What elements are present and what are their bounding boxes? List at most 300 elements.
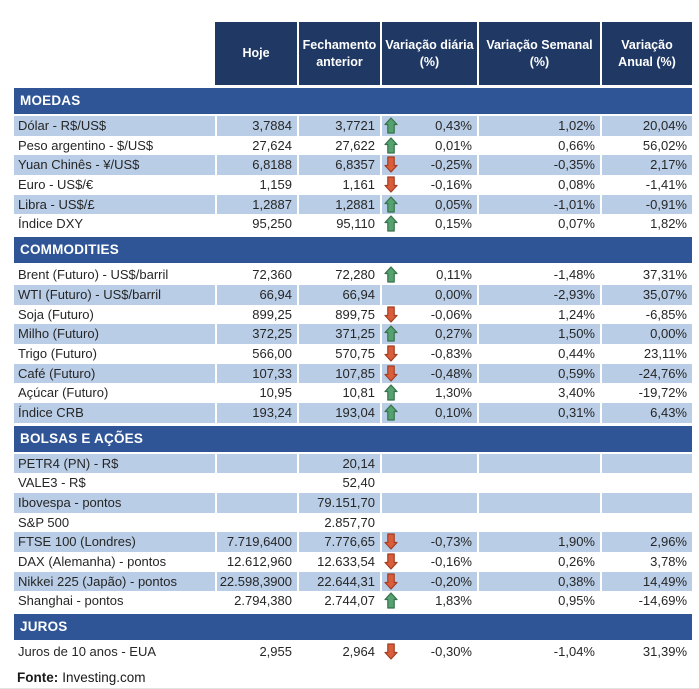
cell-value: 1,50% — [558, 326, 595, 342]
row-label: PETR4 (PN) - R$ — [18, 455, 119, 471]
cell-value: 3,78% — [650, 554, 687, 570]
cell-label — [14, 195, 215, 215]
cell-value: 22.644,31 — [317, 573, 375, 589]
cell-value: 2.794,380 — [234, 593, 292, 609]
cell-value: 95,110 — [336, 216, 375, 232]
cell-fechamento — [297, 214, 380, 234]
cell-value: 0,59% — [558, 365, 595, 381]
cell-value: 3,7721 — [335, 118, 375, 133]
cell-value: -19,72% — [638, 385, 687, 401]
cell-value: 20,14 — [342, 455, 375, 471]
cell-fechamento — [297, 493, 380, 513]
cell-value: 1,24% — [558, 306, 595, 322]
cell-diaria — [380, 642, 477, 662]
cell-hoje — [215, 473, 297, 493]
section-header — [14, 237, 692, 263]
cell-hoje — [215, 572, 297, 592]
cell-fechamento — [297, 175, 380, 195]
table-row — [14, 513, 692, 533]
cell-anual — [600, 572, 692, 592]
cell-value: 72,360 — [252, 267, 292, 283]
cell-fechamento — [297, 473, 380, 493]
source-label: Fonte: — [17, 669, 59, 685]
table-row — [14, 572, 692, 592]
source-value: Investing.com — [62, 669, 146, 685]
cell-label — [14, 305, 215, 325]
row-label: Juros de 10 anos - EUA — [18, 644, 157, 660]
cell-semanal — [477, 552, 600, 572]
up-arrow-icon — [384, 404, 398, 421]
cell-value: -0,16% — [430, 554, 472, 570]
table-row — [14, 195, 692, 215]
row-label: DAX (Alemanha) - pontos — [18, 554, 167, 570]
cell-hoje — [215, 513, 297, 533]
cell-label — [14, 383, 215, 403]
cell-semanal — [477, 572, 600, 592]
cell-semanal — [477, 305, 600, 325]
cell-value: -0,06% — [430, 306, 472, 322]
cell-semanal — [477, 175, 600, 195]
cell-fechamento — [297, 364, 380, 384]
cell-hoje — [215, 116, 297, 136]
cell-value: 566,00 — [252, 345, 292, 361]
up-arrow-icon — [384, 137, 398, 154]
cell-value: 1,90% — [558, 534, 595, 550]
cell-hoje — [215, 175, 297, 195]
cell-semanal — [477, 642, 600, 662]
cell-value: 0,44% — [558, 345, 595, 361]
row-label: Índice CRB — [18, 404, 84, 420]
cell-label — [14, 344, 215, 364]
table-body — [14, 88, 692, 662]
cell-semanal — [477, 454, 600, 474]
cell-hoje — [215, 285, 297, 305]
cell-semanal — [477, 195, 600, 215]
column-header-line: Anual (%) — [618, 54, 676, 69]
cell-value: 107,33 — [252, 365, 292, 381]
cell-diaria — [380, 383, 477, 403]
cell-diaria — [380, 473, 477, 493]
column-header-line: (%) — [419, 54, 440, 69]
cell-hoje — [215, 344, 297, 364]
down-arrow-icon — [384, 176, 398, 193]
cell-value: 10,95 — [259, 385, 292, 401]
cell-diaria — [380, 552, 477, 572]
cell-value: 0,00% — [435, 286, 472, 302]
cell-diaria — [380, 285, 477, 305]
cell-hoje — [215, 493, 297, 513]
cell-value: 0,05% — [435, 196, 472, 212]
row-label: WTI (Futuro) - US$/barril — [18, 286, 162, 302]
table-row — [14, 285, 692, 305]
cell-value: 14,49% — [642, 573, 687, 589]
table-row — [14, 344, 692, 364]
cell-value: 31,39% — [642, 644, 687, 660]
cell-fechamento — [297, 454, 380, 474]
cell-value: -2,93% — [553, 286, 595, 302]
row-label: Libra - US$/£ — [18, 196, 95, 212]
table-row — [14, 642, 692, 662]
cell-diaria — [380, 493, 477, 513]
up-arrow-icon — [384, 117, 398, 134]
section-header — [14, 614, 692, 640]
cell-hoje — [215, 532, 297, 552]
cell-anual — [600, 383, 692, 403]
section-title: COMMODITIES — [20, 242, 119, 258]
cell-fechamento — [297, 552, 380, 572]
cell-value: -6,85% — [645, 306, 687, 322]
cell-anual — [600, 214, 692, 234]
cell-label — [14, 473, 215, 493]
cell-diaria — [380, 532, 477, 552]
column-header-line: anterior — [316, 54, 363, 69]
cell-value: 2,955 — [259, 644, 292, 660]
section-title: MOEDAS — [20, 93, 81, 108]
cell-hoje — [215, 324, 297, 344]
cell-anual — [600, 403, 692, 423]
cell-diaria — [380, 195, 477, 215]
cell-diaria — [380, 513, 477, 533]
cell-anual — [600, 642, 692, 662]
table-row — [14, 383, 692, 403]
cell-hoje — [215, 454, 297, 474]
row-label: Peso argentino - $/US$ — [18, 137, 154, 153]
cell-value: -1,04% — [553, 644, 595, 660]
row-label: Euro - US$/€ — [18, 177, 94, 193]
cell-value: 0,26% — [558, 554, 595, 570]
cell-diaria — [380, 116, 477, 136]
cell-anual — [600, 454, 692, 474]
cell-diaria — [380, 305, 477, 325]
cell-value: 107,85 — [335, 365, 375, 381]
cell-diaria — [380, 403, 477, 423]
cell-value: -0,20% — [430, 573, 472, 589]
cell-value: 2.857,70 — [324, 514, 375, 530]
cell-value: 1,161 — [342, 177, 375, 193]
cell-diaria — [380, 591, 477, 611]
cell-value: 1,30% — [435, 385, 472, 401]
cell-hoje — [215, 136, 297, 156]
column-headers — [14, 22, 692, 85]
cell-diaria — [380, 572, 477, 592]
cell-semanal — [477, 493, 600, 513]
column-header-2 — [380, 22, 477, 85]
cell-value: 3,40% — [558, 385, 595, 401]
cell-label — [14, 285, 215, 305]
table-row — [14, 532, 692, 552]
cell-label — [14, 552, 215, 572]
table-row — [14, 175, 692, 195]
cell-semanal — [477, 116, 600, 136]
cell-value: 371,25 — [335, 326, 375, 342]
cell-label — [14, 403, 215, 423]
cell-value: 27,624 — [252, 137, 292, 153]
cell-fechamento — [297, 532, 380, 552]
cell-value: 193,04 — [335, 404, 375, 420]
cell-semanal — [477, 324, 600, 344]
cell-value: 6,8188 — [252, 157, 292, 173]
table-row — [14, 552, 692, 572]
cell-hoje — [215, 591, 297, 611]
column-header-line: Variação diária — [385, 37, 474, 52]
cell-value: 72,280 — [335, 267, 375, 283]
cell-value: 0,95% — [558, 593, 595, 609]
cell-semanal — [477, 383, 600, 403]
column-header-1 — [297, 22, 380, 85]
table-row — [14, 454, 692, 474]
cell-label — [14, 591, 215, 611]
cell-value: 52,40 — [342, 475, 375, 491]
cell-hoje — [215, 383, 297, 403]
cell-semanal — [477, 364, 600, 384]
cell-semanal — [477, 344, 600, 364]
cell-hoje — [215, 642, 297, 662]
cell-value: 1,02% — [558, 118, 595, 133]
row-label: Trigo (Futuro) — [18, 345, 97, 361]
cell-value: 2,96% — [650, 534, 687, 550]
cell-fechamento — [297, 195, 380, 215]
row-label: Yuan Chinês - ¥/US$ — [18, 157, 140, 173]
cell-label — [14, 642, 215, 662]
cell-value: 0,38% — [558, 573, 595, 589]
cell-value: 0,10% — [435, 404, 472, 420]
cell-value: 12.612,960 — [226, 554, 292, 570]
up-arrow-icon — [384, 325, 398, 342]
cell-value: 79.151,70 — [317, 495, 375, 510]
cell-value: 372,25 — [252, 326, 292, 342]
cell-value: 7.719,6400 — [226, 534, 292, 550]
up-arrow-icon — [384, 266, 398, 283]
row-label: FTSE 100 (Londres) — [18, 534, 136, 550]
cell-value: 95,250 — [252, 216, 292, 232]
cell-anual — [600, 136, 692, 156]
table-row — [14, 403, 692, 423]
cell-anual — [600, 175, 692, 195]
cell-anual — [600, 265, 692, 285]
row-label: S&P 500 — [18, 514, 70, 530]
cell-value: 66,94 — [259, 286, 292, 302]
cell-fechamento — [297, 591, 380, 611]
cell-value: -0,83% — [430, 345, 472, 361]
cell-value: 570,75 — [335, 345, 375, 361]
cell-value: 3,7884 — [252, 118, 292, 133]
cell-semanal — [477, 473, 600, 493]
cell-value: 0,07% — [558, 216, 595, 232]
up-arrow-icon — [384, 196, 398, 213]
cell-value: 20,04% — [642, 118, 687, 133]
cell-label — [14, 513, 215, 533]
cell-value: 1,159 — [259, 177, 292, 193]
section-header — [14, 426, 692, 452]
cell-value: 0,01% — [435, 137, 472, 153]
cell-value: 2,964 — [342, 644, 375, 660]
cell-value: -0,30% — [430, 644, 472, 660]
cell-anual — [600, 116, 692, 136]
cell-diaria — [380, 324, 477, 344]
cell-diaria — [380, 364, 477, 384]
cell-value: 0,15% — [435, 216, 472, 232]
cell-fechamento — [297, 572, 380, 592]
cell-value: -0,35% — [553, 157, 595, 173]
row-label: Dólar - R$/US$ — [18, 118, 107, 133]
down-arrow-icon — [384, 345, 398, 362]
cell-semanal — [477, 285, 600, 305]
cell-hoje — [215, 195, 297, 215]
cell-value: 27,622 — [335, 137, 375, 153]
cell-value: 22.598,3900 — [219, 573, 292, 589]
cell-fechamento — [297, 344, 380, 364]
cell-value: 35,07% — [642, 286, 687, 302]
cell-value: 899,25 — [252, 306, 292, 322]
cell-fechamento — [297, 403, 380, 423]
cell-label — [14, 532, 215, 552]
cell-label — [14, 155, 215, 175]
cell-value: 0,00% — [650, 326, 687, 342]
row-label: Soja (Futuro) — [18, 306, 94, 322]
table-row — [14, 364, 692, 384]
cell-value: 0,31% — [558, 404, 595, 420]
cell-value: 37,31% — [642, 267, 687, 283]
cell-diaria — [380, 136, 477, 156]
table-row — [14, 116, 692, 136]
cell-diaria — [380, 155, 477, 175]
cell-hoje — [215, 214, 297, 234]
cell-anual — [600, 493, 692, 513]
cell-anual — [600, 364, 692, 384]
down-arrow-icon — [384, 156, 398, 173]
cell-diaria — [380, 344, 477, 364]
cell-value: -0,73% — [430, 534, 472, 550]
cell-value: 2.744,07 — [324, 593, 375, 609]
up-arrow-icon — [384, 215, 398, 232]
cell-value: -1,41% — [645, 177, 687, 193]
cell-value: 1,82% — [650, 216, 687, 232]
cell-value: 899,75 — [335, 306, 375, 322]
cell-diaria — [380, 454, 477, 474]
column-header-4 — [600, 22, 692, 85]
cell-value: -0,25% — [430, 157, 472, 173]
table-row — [14, 214, 692, 234]
cell-fechamento — [297, 136, 380, 156]
cell-value: -0,48% — [430, 365, 472, 381]
cell-value: 0,08% — [558, 177, 595, 193]
table-row — [14, 324, 692, 344]
header-spacer — [14, 22, 215, 85]
row-label: Índice DXY — [18, 216, 84, 232]
cell-anual — [600, 473, 692, 493]
up-arrow-icon — [384, 592, 398, 609]
cell-label — [14, 214, 215, 234]
cell-semanal — [477, 403, 600, 423]
column-header-line: Variação Semanal — [486, 37, 593, 52]
cell-fechamento — [297, 116, 380, 136]
cell-anual — [600, 532, 692, 552]
cell-fechamento — [297, 642, 380, 662]
cell-label — [14, 572, 215, 592]
down-arrow-icon — [384, 306, 398, 323]
down-arrow-icon — [384, 365, 398, 382]
row-label: Milho (Futuro) — [18, 326, 99, 342]
row-label: Ibovespa - pontos — [18, 495, 122, 510]
cell-label — [14, 454, 215, 474]
cell-anual — [600, 305, 692, 325]
cell-value: 10,81 — [342, 385, 375, 401]
table-row — [14, 493, 692, 513]
section-header — [14, 88, 692, 114]
cell-value: 23,11% — [643, 345, 687, 361]
source-line — [17, 670, 699, 685]
table-row — [14, 305, 692, 325]
cell-value: 56,02% — [642, 137, 687, 153]
cell-hoje — [215, 155, 297, 175]
table-row — [14, 473, 692, 493]
cell-hoje — [215, 403, 297, 423]
cell-hoje — [215, 552, 297, 572]
column-header-line: Fechamento — [302, 37, 377, 52]
cell-value: 1,2887 — [252, 196, 292, 212]
cell-label — [14, 493, 215, 513]
column-header-line: Hoje — [242, 46, 270, 61]
section-title: BOLSAS E AÇÕES — [20, 430, 144, 446]
cell-value: 0,43% — [435, 118, 472, 133]
cell-diaria — [380, 214, 477, 234]
table-row — [14, 136, 692, 156]
column-header-3 — [477, 22, 600, 85]
cell-semanal — [477, 513, 600, 533]
cell-semanal — [477, 591, 600, 611]
column-header-line: Variação — [621, 37, 673, 52]
down-arrow-icon — [384, 643, 398, 660]
down-arrow-icon — [384, 553, 398, 570]
cell-fechamento — [297, 305, 380, 325]
cell-value: -0,91% — [645, 196, 687, 212]
cell-value: 12.633,54 — [317, 554, 375, 570]
cell-label — [14, 136, 215, 156]
cell-label — [14, 116, 215, 136]
cell-fechamento — [297, 324, 380, 344]
cell-value: 6,8357 — [335, 157, 375, 173]
cell-value: 7.776,65 — [324, 534, 375, 550]
cell-fechamento — [297, 383, 380, 403]
cell-value: 193,24 — [252, 404, 292, 420]
cell-value: -24,76% — [638, 365, 687, 381]
cell-semanal — [477, 155, 600, 175]
row-label: VALE3 - R$ — [18, 475, 86, 491]
table-row — [14, 591, 692, 611]
cell-anual — [600, 591, 692, 611]
cell-fechamento — [297, 513, 380, 533]
row-label: Café (Futuro) — [18, 365, 96, 381]
cell-anual — [600, 513, 692, 533]
cell-value: -1,01% — [553, 196, 595, 212]
cell-value: -0,16% — [430, 177, 472, 193]
section-title: JUROS — [20, 619, 68, 635]
cell-diaria — [380, 175, 477, 195]
cell-hoje — [215, 364, 297, 384]
cell-semanal — [477, 265, 600, 285]
cell-value: 0,27% — [435, 326, 472, 342]
cell-anual — [600, 324, 692, 344]
cell-value: 6,43% — [650, 404, 687, 420]
cell-value: 0,66% — [558, 137, 595, 153]
table-row — [14, 265, 692, 285]
cell-semanal — [477, 532, 600, 552]
cell-semanal — [477, 136, 600, 156]
cell-label — [14, 175, 215, 195]
cell-value: 1,2881 — [335, 196, 375, 212]
column-header-line: (%) — [529, 54, 550, 69]
row-label: Shanghai - pontos — [18, 593, 124, 609]
